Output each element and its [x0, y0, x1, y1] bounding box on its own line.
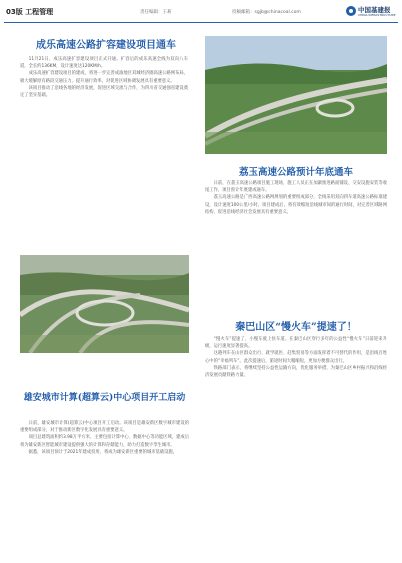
article-body-liyu [205, 180, 387, 310]
paragraph: 日前，在荔玉高速公路项目施工现场，施工人员正在加紧推进路面铺设、交安设施安装等收尾工作，项目预计年底建成通车。 [205, 181, 387, 194]
logo-icon [346, 6, 356, 16]
article-body-xiongan [20, 420, 189, 555]
page-label: 03版 工程管理 [6, 8, 54, 16]
paragraph: 11月21日，成乐高速扩容建设项目正式开通。扩容后的成乐高速全线为双向八车道，全长约136KM，设计速度达120KM/h。 [20, 57, 188, 70]
newspaper-logo [346, 5, 398, 17]
article-title-chengle: 成乐高速公路扩容建设项目通车 [36, 40, 176, 51]
paragraph: 项目总建筑面积约3.98万平方米，主要包括计算中心、数据中心等功能区域，建成后将为雄安新区智能城市建设提供强大的计算和存储能力，助力打造数字孪生城市。 [20, 435, 189, 448]
editor-info: 责任编辑：王莉 [140, 10, 172, 15]
paragraph: 成乐高速扩容建设项目的建成，将进一步完善成渝地区双城经济圈高速公路网布局，极大缓解原有路段交通压力，提升通行效率，对促进区域协调发展具有重要意义。 [20, 71, 188, 84]
article-title-slow-train: 秦巴山区“慢火车”提速了！ [235, 322, 357, 333]
photo-liyu-highway [205, 36, 387, 154]
photo-highway-interchange [20, 255, 189, 353]
paragraph: 这趟列车在山区群众出行、就学就医、赶集贸易等方面发挥着不可替代的作用，是沿线百姓心中的“幸福列车”。此次提速后，旅途时间大幅缩短，更加方便群众出行。 [205, 351, 387, 364]
paragraph: 该项目推动了沿线各地的经济发展，促进区域交流与合作，为四川省交通强省建设奠定了坚实基础。 [20, 85, 188, 99]
article-body-slow-train [205, 336, 387, 558]
article-title-liyu: 荔玉高速公路预计年底通车 [238, 167, 353, 178]
article-title-xiongan: 雄安城市计算(超算云)中心项目开工启动 [23, 393, 186, 403]
article-body-chengle [20, 56, 188, 256]
contact-email[interactable]: 投稿邮箱：sgjb@chinacoal.com [232, 10, 301, 15]
paragraph: “慢火车”提速了，小慢车驶上快车道。在秦巴山区穿行多年的公益性“慢火车”日前迎来升级，运行速度显著提高。 [205, 337, 387, 350]
paragraph: 据悉，该项目预计于2021年建成投用，将成为雄安新区重要的城市基础设施。 [28, 449, 178, 455]
logo-subtext: CHINA INFRASTRUCTURE [358, 13, 396, 17]
header-rule [4, 22, 398, 23]
paragraph: 日前，雄安城市计算(超算云)中心项目开工启动。该项目是雄安新区数字城市建设的重要组成部分，对于推动新区数字化发展具有重要意义。 [20, 421, 189, 434]
page-header [0, 0, 402, 22]
paragraph: 荔玉高速公路是广西高速公路网规划的重要组成部分，全线采用双向四车道高速公路标准建设，设计速度100公里/小时。项目建成后，将有效缩短沿线城市间的通行时间，对完善区域路网结构、促进沿线经济社会发展具有重要意义。 [205, 195, 387, 215]
logo-text: 中国基建报 [358, 6, 391, 14]
paragraph: 铁路部门表示，将继续坚持公益性运输方向，优化服务举措，为秦巴山区乡村振兴和沿线经济发展贡献铁路力量。 [205, 365, 387, 379]
